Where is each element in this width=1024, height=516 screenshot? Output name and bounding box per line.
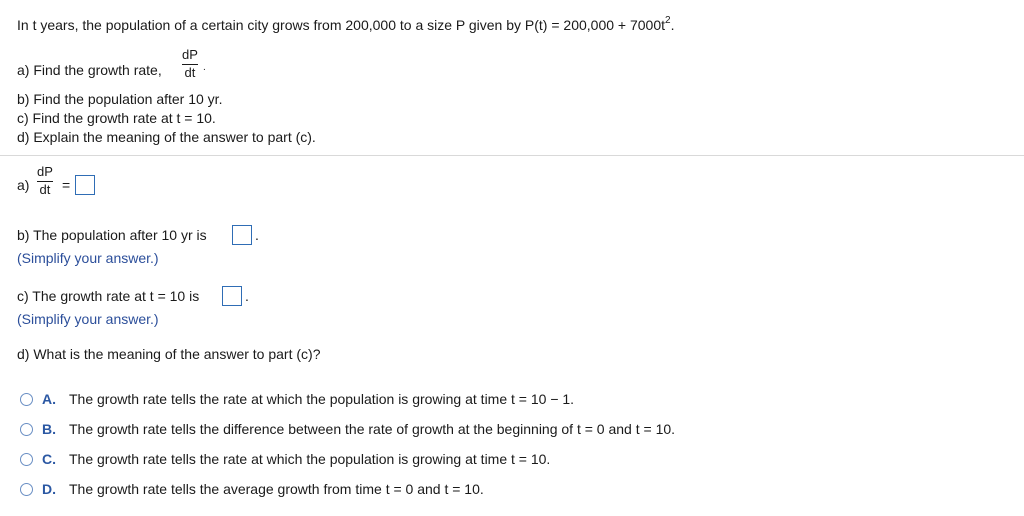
answer-a-numerator: dP bbox=[37, 164, 53, 179]
section-divider bbox=[0, 155, 1024, 156]
part-d-question: d) Explain the meaning of the answer to part (c). bbox=[17, 129, 316, 145]
option-d-radio[interactable] bbox=[20, 483, 33, 496]
option-b-radio[interactable] bbox=[20, 423, 33, 436]
option-c-letter: C. bbox=[42, 451, 56, 467]
fraction-denominator: dt bbox=[184, 65, 196, 80]
answer-b-period: . bbox=[255, 227, 259, 243]
option-a-radio[interactable] bbox=[20, 393, 33, 406]
option-d-text: The growth rate tells the average growth from time t = 0 and t = 10. bbox=[69, 481, 484, 497]
option-b-letter: B. bbox=[42, 421, 56, 437]
growth-rate-fraction bbox=[182, 48, 198, 80]
answer-d-question: d) What is the meaning of the answer to part (c)? bbox=[17, 346, 321, 362]
problem-intro-end: . bbox=[670, 17, 675, 33]
answer-b-hint: (Simplify your answer.) bbox=[17, 250, 159, 266]
answer-c-period: . bbox=[245, 288, 249, 304]
answer-a-denominator: dt bbox=[39, 182, 51, 197]
answer-c-input[interactable] bbox=[222, 286, 242, 306]
option-c-radio[interactable] bbox=[20, 453, 33, 466]
answer-a-input[interactable] bbox=[75, 175, 95, 195]
option-d-letter: D. bbox=[42, 481, 56, 497]
option-b-text: The growth rate tells the difference between the rate of growth at the beginning of t = 0 and t = 10. bbox=[69, 421, 676, 437]
exponent: 2 bbox=[665, 15, 671, 26]
answer-c-text: c) The growth rate at t = 10 is bbox=[17, 288, 200, 304]
answer-c-hint: (Simplify your answer.) bbox=[17, 311, 159, 327]
option-c-text: The growth rate tells the rate at which the population is growing at time t = 10. bbox=[69, 451, 551, 467]
fraction-numerator: dP bbox=[182, 47, 198, 62]
problem-intro bbox=[17, 17, 674, 33]
problem-intro-text: In t years, the population of a certain city grows from 200,000 to a size P given by P(t) = 200,000 + 7000t bbox=[17, 17, 666, 33]
answer-a-fraction bbox=[37, 165, 53, 197]
part-a-question: a) Find the growth rate, bbox=[17, 62, 162, 78]
answer-b-input[interactable] bbox=[232, 225, 252, 245]
part-a-period: . bbox=[203, 62, 206, 73]
option-a-text: The growth rate tells the rate at which the population is growing at time t = 10 − 1. bbox=[69, 391, 575, 407]
answer-a-equals: = bbox=[62, 177, 71, 193]
answer-b-text: b) The population after 10 yr is bbox=[17, 227, 207, 243]
answer-a-label: a) bbox=[17, 177, 30, 193]
part-b-question: b) Find the population after 10 yr. bbox=[17, 91, 223, 107]
option-a-letter: A. bbox=[42, 391, 56, 407]
part-c-question: c) Find the growth rate at t = 10. bbox=[17, 110, 216, 126]
